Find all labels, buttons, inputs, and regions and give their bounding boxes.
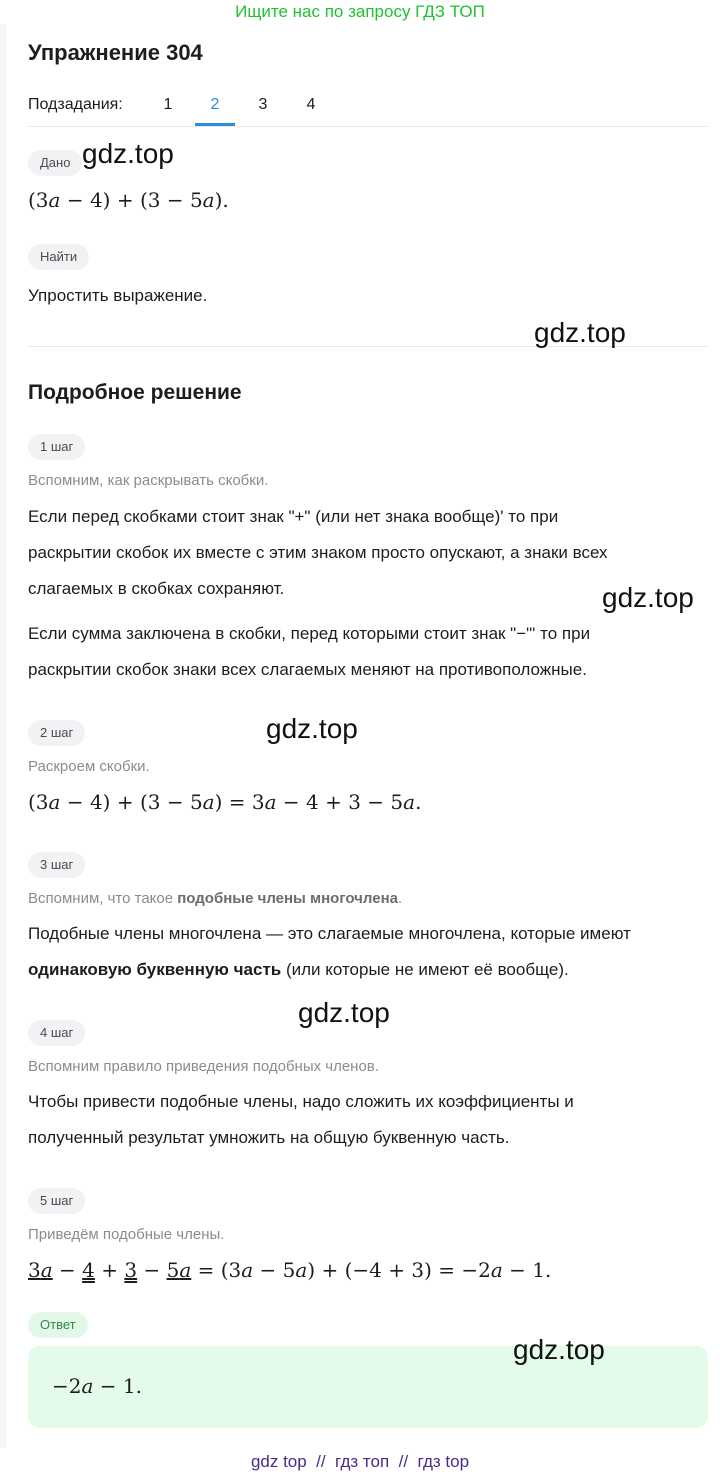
step-1-badge: 1 шаг (28, 434, 85, 460)
subtasks-bar (28, 84, 708, 127)
step-1-line-3: слагаемых в скобках сохраняют. (28, 579, 285, 598)
step-1-line-4: Если сумма заключена в скобки, перед которыми стоит знак "−"' то при (28, 624, 591, 643)
step-3-line-1: Подобные члены многочлена — это слагаемые многочлена, которые имеют (28, 924, 631, 943)
tab-subtask-2[interactable]: 2 (210, 96, 220, 113)
step-5-badge: 5 шаг (28, 1188, 85, 1214)
step-4-line-2: полученный результат умножить на общую буквенную часть. (28, 1128, 510, 1147)
tab-subtask-1[interactable]: 1 (163, 96, 173, 113)
step-1-line-1: Если перед скобками стоит знак "+" (или нет знака вообще)' то при (28, 507, 559, 526)
step-1-line-5: раскрытии скобок знаки всех слагаемых меняют на противоположные. (28, 660, 587, 679)
watermark: gdz.top (266, 713, 358, 744)
answer-box (28, 1346, 708, 1428)
active-tab-indicator (195, 123, 235, 126)
footer-links[interactable]: gdz top // гдз топ // гдз top (250, 1452, 470, 1471)
given-expression: (3a − 4) + (3 − 5a). (28, 188, 229, 212)
step-3-hint: Вспомним, что такое подобные члены многочлена. (28, 890, 403, 907)
solution-title: Подробное решение (28, 381, 242, 404)
watermark: gdz.top (602, 582, 694, 613)
subtasks-label: Подзадания: (28, 96, 123, 113)
step-4-badge: 4 шаг (28, 1020, 85, 1046)
step-2-hint: Раскроем скобки. (28, 758, 150, 775)
step-5-hint: Приведём подобные члены. (28, 1226, 225, 1243)
left-rule (0, 24, 6, 1448)
watermark: gdz.top (513, 1334, 605, 1365)
step-4-hint: Вспомним правило приведения подобных членов. (28, 1058, 379, 1075)
step-1-line-2: раскрытии скобок их вместе с этим знаком просто опускают, а знаки всех (28, 543, 608, 562)
step-3-badge: 3 шаг (28, 852, 85, 878)
step-2-expression: (3a − 4) + (3 − 5a) = 3a − 4 + 3 − 5a. (28, 790, 422, 814)
find-text: Упростить выражение. (28, 286, 208, 305)
given-badge: Дано (28, 150, 82, 176)
step-2-badge: 2 шаг (28, 720, 85, 746)
watermark: gdz.top (298, 997, 390, 1028)
find-badge: Найти (28, 244, 89, 270)
tab-subtask-4[interactable]: 4 (306, 96, 316, 113)
step-3-line-2: одинаковую буквенную часть (или которые не имеют её вообще). (28, 960, 569, 979)
watermark: gdz.top (82, 138, 174, 169)
watermark: gdz.top (534, 317, 626, 348)
answer-expression: −2a − 1. (52, 1374, 142, 1398)
answer-badge: Ответ (28, 1312, 88, 1338)
tab-subtask-3[interactable]: 3 (258, 96, 268, 113)
ad-banner-top[interactable]: Ищите нас по запросу ГДЗ ТОП (235, 2, 485, 21)
step-1-hint: Вспомним, как раскрывать скобки. (28, 472, 269, 489)
page-title: Упражнение 304 (28, 40, 203, 65)
step-5-expression: 3a − 4 + 3 − 5a = (3a − 5a) + (−4 + 3) = −2a − 1. (28, 1258, 552, 1282)
step-4-line-1: Чтобы привести подобные члены, надо сложить их коэффициенты и (28, 1092, 574, 1111)
